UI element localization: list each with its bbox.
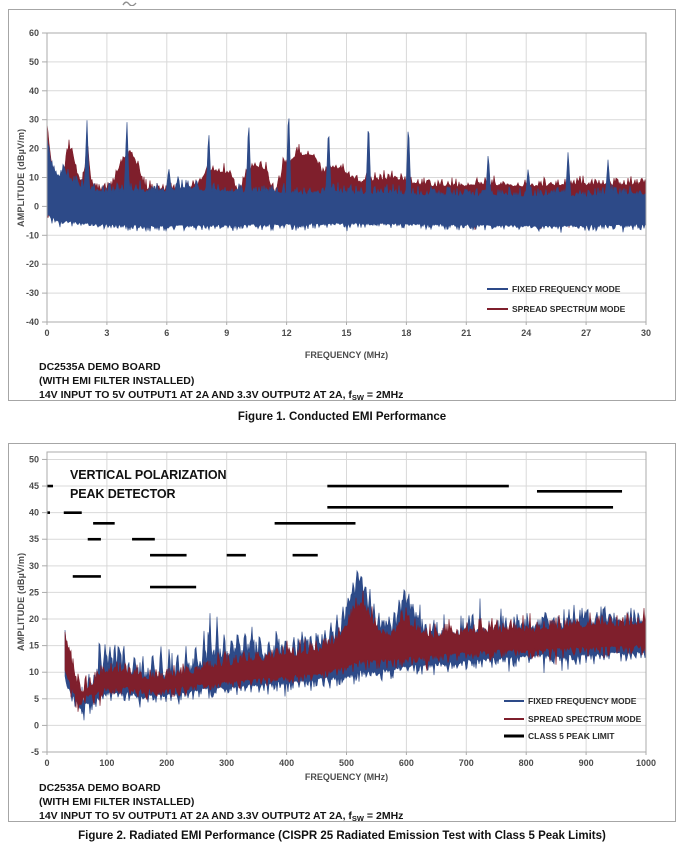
x-tick-label: 400: [279, 758, 295, 768]
legend-label-class-5-peak-limit: CLASS 5 PEAK LIMIT: [528, 731, 615, 741]
figure1-box: [8, 9, 676, 401]
y-tick-label: -10: [25, 230, 39, 241]
y-tick-label: 50: [28, 454, 39, 465]
fig2-annotation: [70, 466, 226, 504]
note-subscript: SW: [351, 393, 365, 402]
y-tick-label: 60: [28, 28, 39, 38]
annotation-line: VERTICAL POLARIZATION: [70, 468, 227, 482]
legend-label-spread-spectrum-mode: SPREAD SPECTRUM MODE: [512, 304, 626, 314]
note-line: DC2535A DEMO BOARD: [39, 782, 161, 794]
note-line: [39, 809, 403, 826]
note-line: (WITH EMI FILTER INSTALLED): [39, 375, 195, 387]
legend-label-spread-spectrum-mode: SPREAD SPECTRUM MODE: [528, 714, 642, 724]
x-tick-label: 3: [104, 328, 110, 338]
note-line: (WITH EMI FILTER INSTALLED): [39, 796, 195, 808]
y-tick-label: 0: [33, 720, 39, 731]
y-tick-label: 35: [28, 534, 39, 545]
x-tick-label: 12: [281, 328, 292, 338]
y-tick-label: 5: [33, 693, 39, 704]
fig2-y-axis-title: AMPLITUDE (dBµV/m): [16, 552, 26, 652]
note-text-part: = 2MHz: [364, 810, 404, 822]
fig2-x-axis-title: FREQUENCY (MHz): [304, 772, 389, 782]
figure2-caption: Figure 2. Radiated EMI Performance (CISPR 25 Radiated Emission Test with Class 5 Peak Limits): [78, 830, 606, 842]
note-text-part: 14V INPUT TO 5V OUTPUT1 AT 2A AND 3.3V OUTPUT2 AT 2A, f: [39, 810, 352, 822]
x-tick-label: 6: [164, 328, 170, 338]
y-tick-label: -20: [25, 259, 39, 270]
legend-label-fixed-frequency-mode: FIXED FREQUENCY MODE: [528, 696, 637, 706]
x-tick-label: 9: [224, 328, 230, 338]
x-tick-label: 15: [341, 328, 352, 338]
figure1-caption: Figure 1. Conducted EMI Performance: [237, 411, 447, 423]
y-tick-label: 10: [28, 172, 39, 183]
y-tick-label: 25: [28, 587, 39, 598]
y-tick-label: -30: [25, 288, 39, 299]
x-tick-label: 21: [461, 328, 472, 338]
fig1-chart: [9, 10, 675, 400]
x-tick-label: 1000: [635, 758, 657, 768]
note-line: DC2535A DEMO BOARD: [39, 361, 161, 373]
x-tick-label: 0: [44, 328, 50, 338]
x-tick-label: 700: [458, 758, 474, 768]
figure2-box: [8, 443, 676, 822]
y-tick-label: 10: [28, 667, 39, 678]
legend: [487, 284, 626, 314]
y-tick-label: 20: [28, 614, 39, 625]
fig1-notes: [39, 360, 403, 405]
x-tick-label: 0: [44, 758, 50, 768]
y-tick-label: 20: [28, 143, 39, 154]
x-tick-label: 27: [581, 328, 592, 338]
y-tick-label: -40: [25, 317, 39, 327]
x-tick-label: 800: [518, 758, 534, 768]
note-line: [39, 388, 403, 405]
fig1-y-axis-title: AMPLITUDE (dBµV/m): [16, 128, 26, 227]
y-tick-label: 40: [28, 507, 39, 518]
note-text-part: = 2MHz: [364, 389, 404, 401]
y-tick-label: 40: [28, 85, 39, 96]
y-tick-label: 50: [28, 56, 39, 67]
x-tick-label: 300: [219, 758, 235, 768]
x-tick-label: 100: [99, 758, 115, 768]
legend-label-fixed-frequency-mode: FIXED FREQUENCY MODE: [512, 284, 621, 294]
annotation-line: PEAK DETECTOR: [70, 487, 176, 501]
x-tick-label: 600: [398, 758, 414, 768]
fig1-x-axis-title: FREQUENCY (MHz): [304, 350, 389, 360]
y-tick-label: 15: [28, 640, 39, 651]
note-text-part: 14V INPUT TO 5V OUTPUT1 AT 2A AND 3.3V OUTPUT2 AT 2A, f: [39, 389, 352, 401]
x-tick-label: 18: [401, 328, 412, 338]
x-tick-label: 900: [578, 758, 594, 768]
legend: [504, 696, 642, 741]
x-tick-label: 200: [159, 758, 175, 768]
page-crop-artifact: [122, 0, 138, 6]
y-tick-label: 45: [28, 481, 39, 492]
x-tick-label: 30: [640, 328, 652, 338]
note-subscript: SW: [351, 814, 365, 823]
y-tick-label: 0: [33, 201, 39, 212]
y-tick-label: 30: [28, 560, 39, 571]
x-tick-label: 24: [521, 328, 532, 338]
x-tick-label: 500: [338, 758, 355, 768]
y-tick-label: 30: [28, 114, 39, 125]
fig2-notes: [39, 781, 403, 826]
y-tick-label: -5: [30, 747, 39, 757]
